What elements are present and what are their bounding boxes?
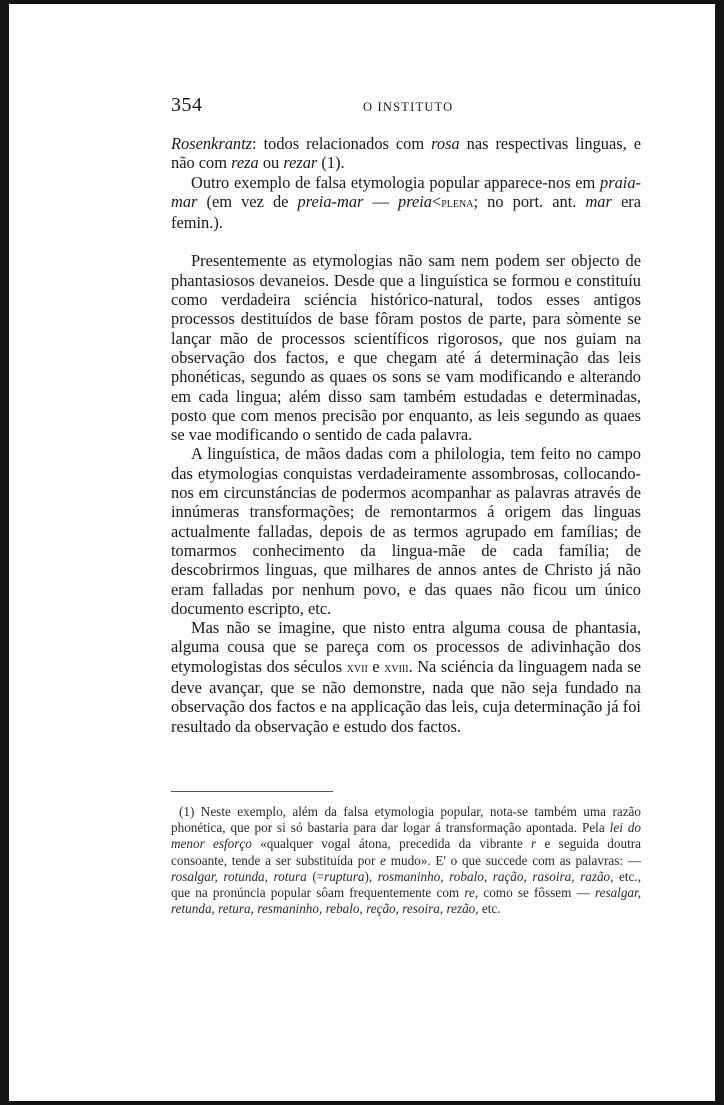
text-span: e seguida doutra consoante, tende a ser substituída por <box>171 836 641 868</box>
paragraph-3: Presentemente as etymologias não sam nem podem ser objecto de phantasiosos devaneios. Desde que a linguística se formou e constituíu como verdadeira sciéncia histórico-natural, todos esses antigos processos destituídos de base fôram postos de parte, para sòmente se lançar mão de processos scientíficos rigorosos, que nos guiam na observação dos factos, e que chegam até á determinação das leis phonéticas, segundo as quaes os sons se vam modificando e alterando em cada lingua; além disso sam também estudadas e determinadas, posto que com menos precisão por enquanto, as leis segundo as quaes se vae modificando o sentido de cada palavra. <box>171 251 641 445</box>
text-span: nas respectivas linguas, e não com <box>171 134 641 173</box>
term: rosa <box>431 134 460 153</box>
term: lei do menor esforço <box>171 820 641 852</box>
term: mar <box>585 191 612 211</box>
footnote <box>171 804 641 917</box>
text-span: «qualquer vogal átona, precedida da vibrante <box>251 836 532 852</box>
text-span: etc. <box>478 901 501 917</box>
running-title: O INSTITUTO <box>363 100 454 114</box>
text-span: , como se fôssem — <box>474 885 595 901</box>
term: r <box>531 836 537 852</box>
footnote-1 <box>171 804 641 917</box>
text-span: ou <box>258 153 284 173</box>
small-caps-term: plena <box>441 195 474 211</box>
text-span: < <box>432 191 442 211</box>
text-span: etc., que na pronúncia popular sôam frequentemente com <box>171 868 642 901</box>
text-span: era femin.). <box>171 191 642 233</box>
paragraph-4: A linguística, de mãos dadas com a philologia, tem feito no campo das etymologias conquistas verdadeiramente assombrosas, collocando-nos em circunstáncias de podermos acompanhar as palavras através de innúmeras transformações; de remontarmos á origem das linguas actualmente falladas, depois de as termos agrupado em famílias; de tomarmos conhecimento da lingua-mãe de cada família; de descobrirmos linguas, que milhares de annos antes de Christo já não eram falladas por nenhum povo, e das quaes não ficou um único documento escripto, etc. <box>171 444 641 618</box>
text-span: mudo». E' o que succede com as palavras: — <box>385 852 641 868</box>
text-span: (= <box>306 868 325 884</box>
paragraph-1 <box>171 134 641 173</box>
paragraph-2 <box>171 173 641 233</box>
term: rezar <box>283 153 318 173</box>
footnote-ref: (1). <box>317 153 345 173</box>
text-span: (1) Neste exemplo, além da falsa etymologia popular, nota-se também uma razão phonética, que por si só bastaria para dar logar á transformação apontada. Pela <box>171 804 641 836</box>
text-span: — <box>363 191 398 211</box>
term: praia-mar <box>171 172 641 211</box>
main-text <box>171 134 641 736</box>
term: reza <box>231 153 259 173</box>
term: resalgar, retunda, retura, resmaninho, rebalo, reção, resoira, rezão, <box>171 885 641 917</box>
text-span: (em vez de <box>197 191 298 211</box>
term: rosalgar, rotunda, rotura <box>171 868 307 884</box>
term: preia-mar <box>297 191 364 211</box>
term: e <box>380 852 386 868</box>
page-number: 354 <box>171 94 203 116</box>
paragraph-5 <box>171 618 641 736</box>
page-header <box>171 94 641 118</box>
text-span: e <box>367 656 385 676</box>
term: preia <box>398 191 432 211</box>
term: re <box>464 885 475 901</box>
text-span: : todos relacionados com <box>252 134 432 153</box>
text-span: Mas não se imagine, que nisto entra alguma cousa de phantasia, alguma cousa que se pareça com os processos de adivinhação dos etymologistas dos séculos <box>171 618 641 676</box>
term: ruptura <box>324 868 365 884</box>
author-name: Rosenkrantz <box>171 134 253 153</box>
text-span: ; no port. ant. <box>473 191 586 211</box>
century-numeral: xviii <box>384 660 409 676</box>
text-span: Outro exemplo de falsa etymologia popular apparece-nos em <box>191 172 601 192</box>
term: rosmaninho, robalo, ração, rasoira, razão, <box>377 868 614 884</box>
text-span: . Na sciéncia da linguagem nada se deve avançar, que se não demonstre, nada que não seja fundado na observação dos factos e na applicação das leis, cuja determinação já foi resultado da observação e estudo dos factos. <box>171 656 641 736</box>
text-span: ), <box>364 868 378 884</box>
century-numeral: xvii <box>346 660 368 676</box>
footnote-divider <box>171 791 333 792</box>
